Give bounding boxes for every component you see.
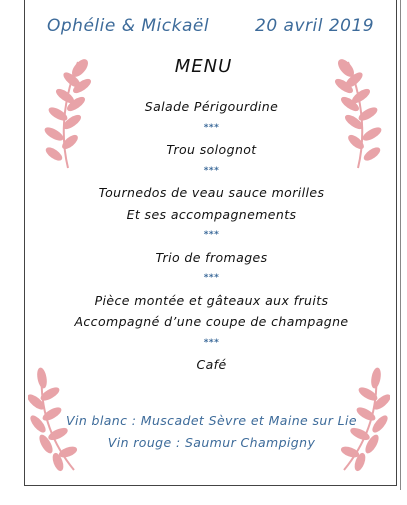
header bbox=[0, 16, 407, 42]
laurel-branch-icon bbox=[38, 58, 96, 170]
separator: *** bbox=[203, 273, 220, 283]
course-line: Et ses accompagnements bbox=[126, 206, 297, 222]
course-line: Accompagné d’une coupe de champagne bbox=[74, 314, 349, 329]
red-wine: Vin rouge : Saumur Champigny bbox=[107, 435, 316, 450]
couple-names: Ophélie & Mickaël bbox=[47, 16, 210, 36]
course-line: Salade Périgourdine bbox=[144, 99, 279, 114]
laurel-branch-icon bbox=[330, 58, 388, 170]
course-line: Café bbox=[196, 357, 227, 372]
course-line: Tournedos de veau sauce morilles bbox=[98, 185, 325, 200]
separator: *** bbox=[203, 337, 220, 348]
event-date: 20 avril 2019 bbox=[255, 16, 375, 36]
menu-title: MENU bbox=[174, 56, 233, 77]
course-line: Pièce montée et gâteaux aux fruits bbox=[94, 292, 329, 308]
white-wine: Vin blanc : Muscadet Sèvre et Maine sur Lie bbox=[66, 413, 357, 428]
laurel-branch-icon bbox=[28, 366, 86, 474]
laurel-branch-icon bbox=[332, 366, 390, 474]
course-line: Trou solognot bbox=[166, 142, 257, 157]
separator: *** bbox=[203, 165, 220, 176]
separator: *** bbox=[203, 122, 220, 133]
course-line: Trio de fromages bbox=[155, 249, 268, 265]
separator: *** bbox=[203, 230, 220, 240]
